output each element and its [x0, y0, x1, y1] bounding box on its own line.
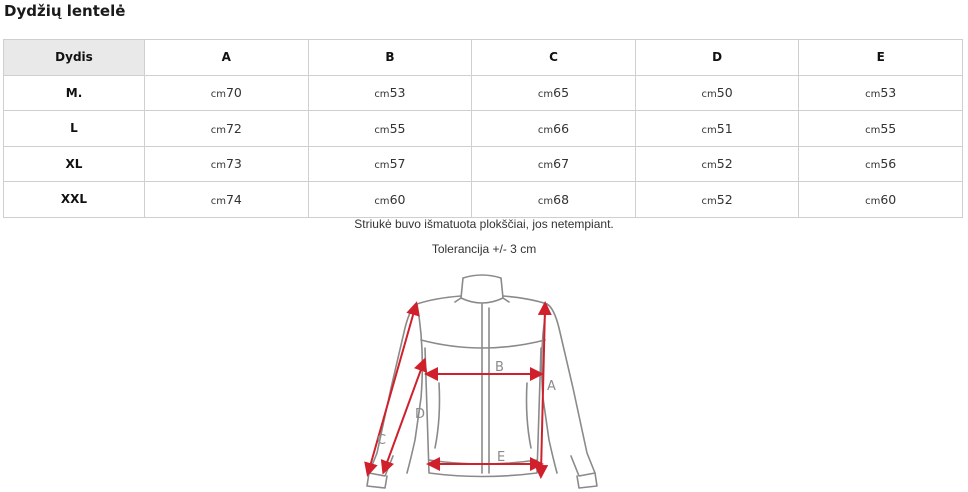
cell-value: 67 — [553, 156, 570, 172]
table-row — [4, 111, 963, 147]
cell-value: 72 — [225, 120, 242, 136]
cell-value: 70 — [225, 85, 242, 101]
diagram-label-d: D — [415, 407, 426, 422]
table-cell — [472, 75, 636, 111]
table-cell — [799, 111, 963, 147]
cell-value: 57 — [389, 156, 406, 172]
table-cell — [635, 182, 799, 218]
table-cell — [635, 111, 799, 147]
header-cell-size: Dydis — [4, 40, 145, 76]
table-row — [4, 75, 963, 111]
tolerance-note: Tolerancija +/- 3 cm — [431, 242, 537, 256]
table-cell — [472, 146, 636, 182]
table-cell — [145, 182, 309, 218]
table-cell — [472, 182, 636, 218]
table-row — [4, 182, 963, 218]
cell-value: 66 — [553, 120, 570, 136]
header-cell-b: B — [308, 40, 472, 76]
unit-label: cm — [701, 89, 717, 101]
cell-value: 74 — [225, 191, 242, 207]
cell-value: 55 — [389, 120, 406, 136]
unit-label: cm — [865, 89, 881, 101]
row-size-label: M. — [4, 75, 145, 111]
table-cell — [308, 146, 472, 182]
table-cell — [799, 182, 963, 218]
table-cell — [145, 146, 309, 182]
unit-label: cm — [210, 124, 226, 136]
unit-label: cm — [865, 160, 881, 172]
unit-label: cm — [865, 124, 881, 136]
cell-value: 56 — [880, 156, 897, 172]
row-size-label: XL — [4, 146, 145, 182]
header-cell-e: E — [799, 40, 963, 76]
cell-value: 60 — [880, 191, 897, 207]
table-header-row — [4, 40, 963, 76]
diagram-label-c: C — [377, 433, 387, 448]
table-cell — [799, 146, 963, 182]
table-cell — [308, 75, 472, 111]
unit-label: cm — [374, 124, 390, 136]
cell-value: 65 — [553, 85, 570, 101]
unit-label: cm — [701, 160, 717, 172]
diagram-label-e: E — [497, 450, 506, 465]
unit-label: cm — [537, 160, 554, 172]
cell-value: 68 — [553, 191, 570, 207]
diagram-label-a: A — [547, 379, 556, 394]
jacket-outline — [367, 275, 597, 488]
unit-label: cm — [210, 195, 226, 207]
unit-label: cm — [210, 160, 226, 172]
table-cell — [308, 182, 472, 218]
table-cell — [308, 111, 472, 147]
jacket-measurement-diagram — [355, 268, 615, 490]
header-cell-c: C — [472, 40, 636, 76]
header-cell-a: A — [145, 40, 309, 76]
row-size-label: L — [4, 111, 145, 147]
unit-label: cm — [374, 195, 390, 207]
cell-value: 50 — [716, 85, 733, 101]
table-cell — [145, 111, 309, 147]
row-size-label: XXL — [4, 182, 145, 218]
cell-value: 51 — [716, 120, 733, 136]
cell-value: 53 — [389, 85, 406, 101]
cell-value: 52 — [716, 156, 733, 172]
table-cell — [145, 75, 309, 111]
cell-value: 60 — [389, 191, 406, 207]
unit-label: cm — [537, 89, 554, 101]
table-cell — [635, 75, 799, 111]
unit-label: cm — [537, 195, 554, 207]
unit-label: cm — [537, 124, 554, 136]
unit-label: cm — [374, 160, 390, 172]
page-title: Dydžių lentelė — [4, 2, 126, 20]
unit-label: cm — [701, 195, 717, 207]
unit-label: cm — [865, 195, 881, 207]
cell-value: 73 — [225, 156, 242, 172]
diagram-label-b: B — [495, 360, 504, 375]
table-row — [4, 146, 963, 182]
table-cell — [635, 146, 799, 182]
header-cell-d: D — [635, 40, 799, 76]
table-cell — [472, 111, 636, 147]
cell-value: 53 — [880, 85, 897, 101]
measurement-note: Striukė buvo išmatuota plokščiai, jos netempiant. — [354, 217, 614, 231]
cell-value: 52 — [716, 191, 733, 207]
size-table — [3, 39, 963, 218]
cell-value: 55 — [880, 120, 897, 136]
table-cell — [799, 75, 963, 111]
measurement-arrows — [369, 308, 545, 472]
unit-label: cm — [210, 89, 226, 101]
unit-label: cm — [701, 124, 717, 136]
unit-label: cm — [374, 89, 390, 101]
